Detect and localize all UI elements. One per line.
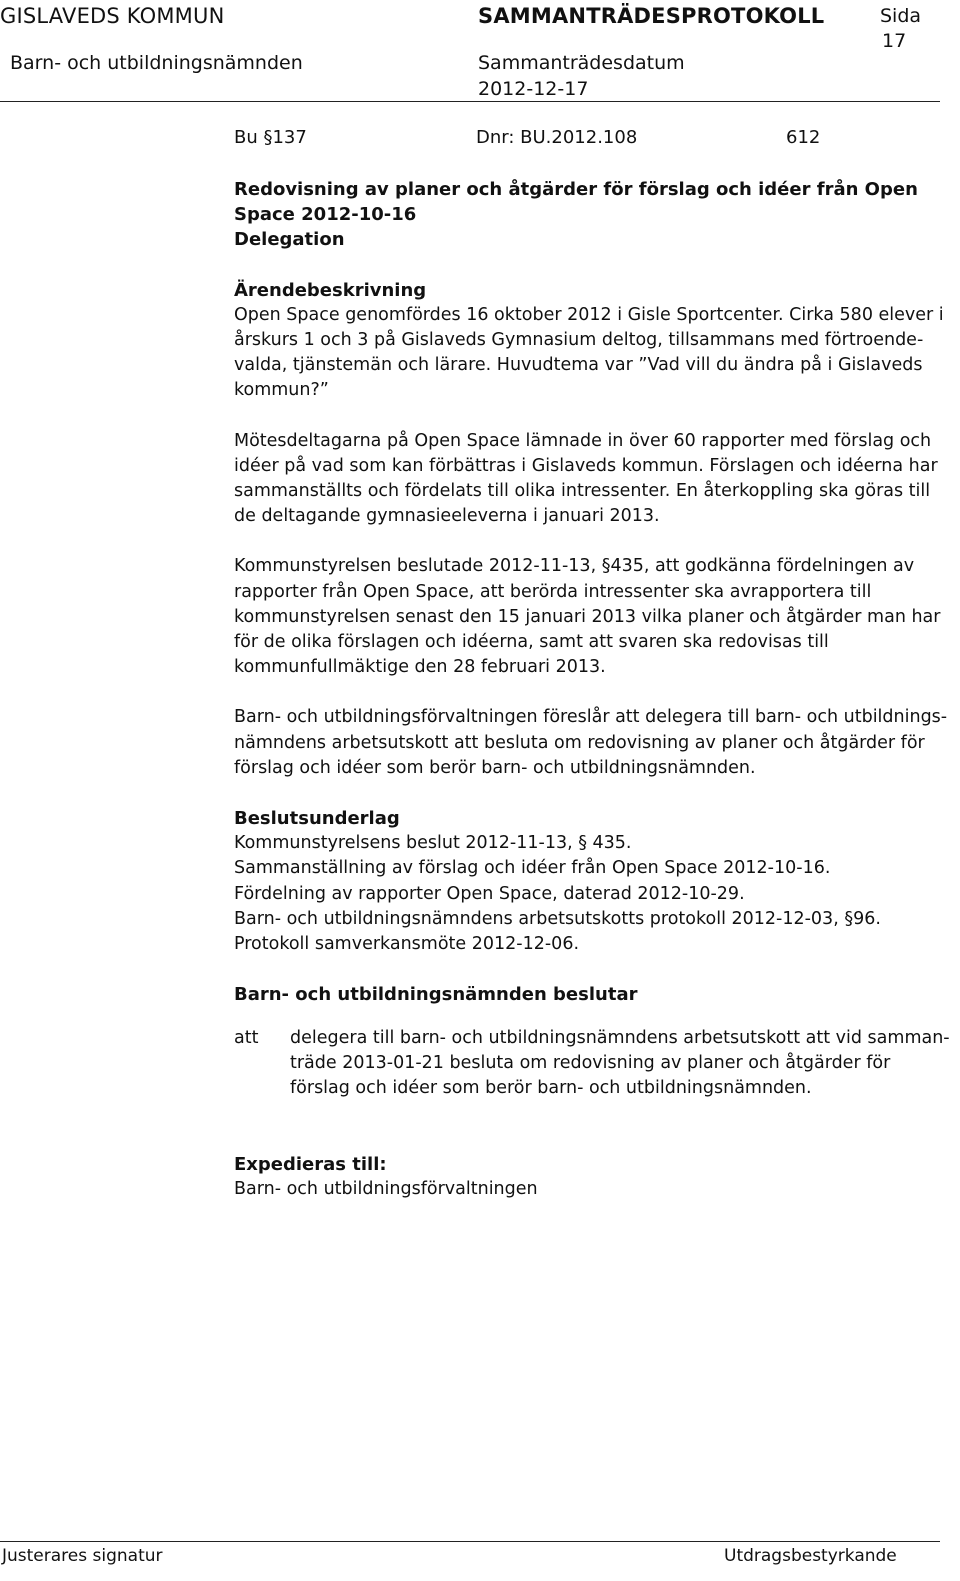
description-paragraph: Mötesdeltagarna på Open Space lämnade in över 60 rapporter med förslag och idéer på vad som kan förbättras i Gislaveds kommun. Förslagen och idéerna har sammanställts och fördelats till olika intressenter. En återkoppling ska göras till de deltagande gymnasieeleverna i januari 2013. [234, 430, 938, 527]
basis-item: Barn- och utbildningsnämndens arbetsutskotts protokoll 2012-12-03, §96. [234, 908, 881, 929]
page-label: Sida [880, 5, 922, 27]
dispatch-recipient: Barn- och utbildningsförvaltningen [234, 1179, 538, 1200]
archive-code: 612 [786, 127, 821, 148]
municipality-name: GISLAVEDS KOMMUN [0, 4, 225, 28]
adjuster-signature-label: Justerares signatur [2, 1546, 163, 1566]
meeting-date-label: Sammanträdesdatum [478, 52, 685, 74]
description-heading: Ärendebeskrivning [234, 279, 427, 301]
decision-heading: Barn- och utbildningsnämnden beslutar [234, 984, 638, 1006]
basis-list [234, 831, 954, 957]
meeting-date: 2012-12-17 [478, 78, 589, 100]
basis-item: Fördelning av rapporter Open Space, daterad 2012-10-29. [234, 883, 745, 904]
header-divider [0, 101, 940, 102]
diary-number: Dnr: BU.2012.108 [476, 127, 638, 148]
decision-text: delegera till barn- och utbildningsnämndens arbetsutskott att vid samman-träde 2013-01-21 besluta om redovisning av planer och åtgärder för förslag och idéer som berör barn- och utbildningsnämnden. [290, 1028, 950, 1099]
committee-name: Barn- och utbildningsnämnden [10, 52, 303, 74]
decision-block [234, 1026, 954, 1102]
description-paragraph: Barn- och utbildningsförvaltningen föreslår att delegera till barn- och utbildnings-nämndens arbetsutskott att besluta om redovisning av planer och åtgärder för förslag och idéer som berör barn- och utbildningsnämnden. [234, 707, 948, 778]
case-title-line: Redovisning av planer och åtgärder för förslag och idéer från Open [234, 179, 918, 200]
description-paragraph: Open Space genomfördes 16 oktober 2012 i Gisle Sportcenter. Cirka 580 elever i årskurs 1 och 3 på Gislaveds Gymnasium deltog, tillsammans med förtroende-valda, tjänstemän och lärare. Huvudtema var ”Vad vill du ändra på i Gislaveds kommun?” [234, 304, 944, 401]
decision-att: att [234, 1028, 259, 1048]
paragraph-number: Bu §137 [234, 127, 307, 148]
page-number: 17 [882, 30, 907, 52]
extract-certification-label: Utdragsbestyrkande [724, 1546, 897, 1566]
basis-heading: Beslutsunderlag [234, 808, 400, 830]
document-type: SAMMANTRÄDESPROTOKOLL [478, 4, 825, 28]
dispatch-block [234, 1152, 954, 1202]
basis-item: Protokoll samverkansmöte 2012-12-06. [234, 934, 580, 955]
document-body [234, 177, 954, 1007]
case-subtitle: Delegation [234, 229, 345, 251]
basis-item: Kommunstyrelsens beslut 2012-11-13, § 435. [234, 833, 632, 854]
dispatch-heading: Expedieras till: [234, 1154, 387, 1175]
description-paragraph: Kommunstyrelsen beslutade 2012-11-13, §435, att godkänna fördelningen av rapporter från Open Space, att berörda intressenter ska avrapportera till kommunstyrelsen senast den 15 januari 2013 vilka planer och åtgärder man har för de olika förslagen och idéerna, samt att svaren ska redovisas till kommunfullmäktige den 28 februari 2013. [234, 556, 941, 678]
footer-divider [0, 1541, 940, 1542]
basis-item: Sammanställning av förslag och idéer från Open Space 2012-10-16. [234, 858, 831, 879]
case-title-line: Space 2012-10-16 [234, 204, 417, 226]
case-title [234, 177, 954, 253]
